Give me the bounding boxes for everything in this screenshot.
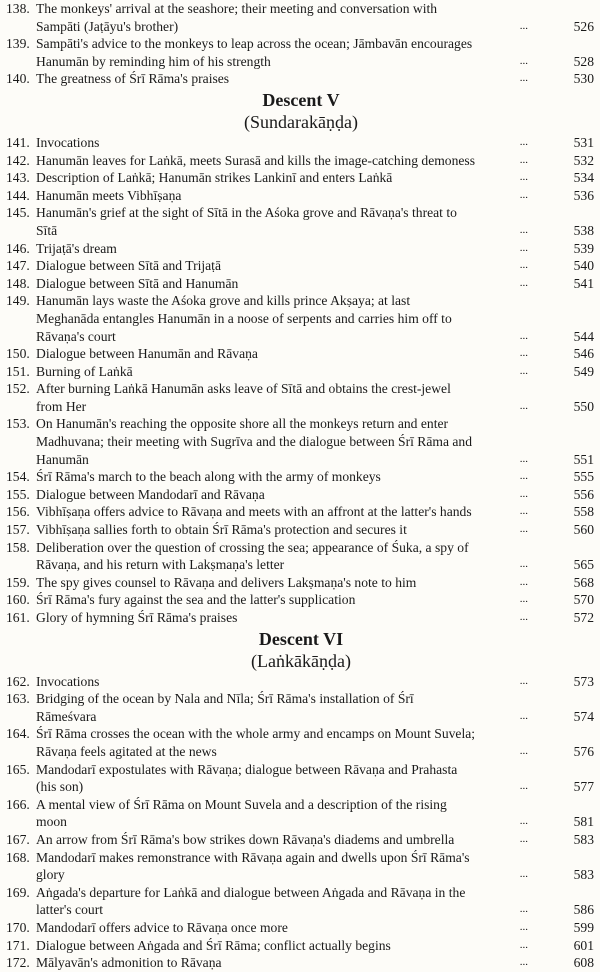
entry-leader-dots: ... (519, 19, 528, 32)
entry-page-number: 583 (573, 867, 594, 883)
entry-title: Dialogue between Hanumān and Rāvaṇa (36, 346, 258, 362)
entry-leader-dots: ... (519, 364, 528, 377)
entry-title: Burning of Laṅkā (36, 363, 133, 379)
entry-leader-dots: ... (519, 452, 528, 465)
entry-page-number: 546 (573, 346, 594, 362)
toc-entry (6, 849, 596, 884)
entry-number: 139. (6, 36, 30, 52)
entry-title: Vibhīṣaṇa sallies forth to obtain Śrī Rāma's protection and secures it (36, 522, 407, 538)
entry-leader-dots: ... (519, 276, 528, 289)
entry-number: 150. (6, 346, 30, 362)
entry-number: 144. (6, 187, 30, 203)
toc-entry (6, 134, 596, 152)
entry-page-number: 574 (573, 708, 594, 724)
entry-leader-dots: ... (519, 329, 528, 342)
entry-leader-dots: ... (519, 744, 528, 757)
entry-page-number: 599 (573, 919, 594, 935)
toc-entry (6, 521, 596, 539)
entry-page-number: 530 (573, 71, 594, 87)
entry-number: 167. (6, 831, 30, 847)
entry-number: 160. (6, 592, 30, 608)
entry-number: 143. (6, 170, 30, 186)
entry-title: On Hanumān's reaching the opposite shore all the monkeys return and enter Madhuvana; their meeting with Sugrīva and the dialogue between Śrī Rāma and Hanumān (36, 416, 473, 467)
toc-entry (6, 70, 596, 88)
entry-leader-dots: ... (519, 135, 528, 148)
entry-page-number: 549 (573, 363, 594, 379)
entry-page-number: 538 (573, 222, 594, 238)
toc-entry (6, 761, 596, 796)
entry-page-number: 560 (573, 522, 594, 538)
toc-entry (6, 690, 596, 725)
entry-number: 146. (6, 240, 30, 256)
entry-title: Mandodarī expostulates with Rāvaṇa; dialogue between Rāvaṇa and Prahasta (his son) (36, 761, 458, 795)
entry-number: 138. (6, 1, 30, 16)
entry-leader-dots: ... (519, 399, 528, 412)
entry-title: Glory of hymning Śrī Rāma's praises (36, 610, 238, 625)
toc-entry (6, 796, 596, 831)
entry-leader-dots: ... (519, 558, 528, 571)
toc-entry (6, 673, 596, 691)
entry-page-number: 577 (573, 779, 594, 795)
descent-v-heading: Descent V (262, 89, 340, 110)
entry-leader-dots: ... (519, 868, 528, 881)
entry-title: An arrow from Śrī Rāma's bow strikes down Rāvaṇa's diadems and umbrella (36, 831, 455, 847)
entry-page-number: 539 (573, 240, 594, 256)
toc-entry (6, 831, 596, 849)
entry-title: A mental view of Śrī Rāma on Mount Suvela and a description of the rising moon (36, 796, 447, 830)
entry-title: Vibhīṣaṇa offers advice to Rāvaṇa and meets with an affront at the latter's hands (36, 504, 472, 520)
toc-entry (6, 884, 596, 919)
entry-leader-dots: ... (519, 780, 528, 793)
entry-leader-dots: ... (519, 72, 528, 85)
entry-leader-dots: ... (519, 347, 528, 360)
entry-leader-dots: ... (519, 575, 528, 588)
toc-entry (6, 275, 596, 293)
entry-title: Hanumān's grief at the sight of Sītā in the Aśoka grove and Rāvaṇa's threat to Sītā (36, 205, 457, 238)
toc-entry (6, 240, 596, 258)
entry-title: Trijaṭā's dream (36, 240, 117, 256)
entry-number: 153. (6, 416, 30, 432)
entry-title: Description of Laṅkā; Hanumān strikes Lankinī and enters Laṅkā (36, 170, 393, 186)
entry-leader-dots: ... (519, 171, 528, 184)
entry-number: 166. (6, 796, 30, 812)
entry-leader-dots: ... (519, 241, 528, 254)
entry-page-number: 540 (573, 258, 594, 274)
entry-title: Hanumān lays waste the Aśoka grove and kills prince Akṣaya; at last Meghanāda entangles Hanumān in a noose of serpents and carries him off to Rāvaṇa's court (36, 293, 452, 344)
entry-number: 149. (6, 293, 30, 309)
entry-page-number: 532 (573, 152, 594, 168)
entry-number: 151. (6, 363, 30, 379)
entry-page-number: 531 (573, 134, 594, 150)
entry-number: 140. (6, 71, 30, 87)
entry-title: Aṅgada's departure for Laṅkā and dialogue between Aṅgada and Rāvaṇa in the latter's court (36, 884, 466, 918)
toc-entry (6, 468, 596, 486)
entry-page-number: 544 (573, 328, 594, 344)
entry-number: 158. (6, 539, 30, 555)
entry-leader-dots: ... (519, 903, 528, 916)
entry-leader-dots: ... (519, 674, 528, 687)
lankakanda-subheading: (Laṅkākāṇḍa) (251, 650, 351, 671)
entries-top (6, 0, 596, 88)
entry-title: The greatness of Śrī Rāma's praises (36, 71, 230, 87)
toc-entry (6, 725, 596, 760)
entry-title: Śrī Rāma's fury against the sea and the latter's supplication (36, 592, 356, 608)
entry-page-number: 583 (573, 831, 594, 847)
sundarakanda-subheading: (Sundarakāṇḍa) (244, 111, 358, 132)
entries-bot (6, 673, 596, 972)
entry-number: 152. (6, 381, 30, 397)
entry-page-number: 526 (573, 18, 594, 34)
entry-title: Dialogue between Sītā and Trijaṭā (36, 258, 221, 274)
toc-entry (6, 415, 596, 468)
toc-entry (6, 0, 596, 35)
entry-title: Deliberation over the question of crossing the sea; appearance of Śuka, a spy of Rāvaṇa, and his return with Lakṣmaṇa's letter (36, 539, 469, 573)
entry-title: Bridging of the ocean by Nala and Nīla; Śrī Rāma's installation of Śrī Rāmeśvara (36, 691, 414, 724)
entry-leader-dots: ... (519, 523, 528, 536)
entry-number: 157. (6, 522, 30, 538)
entry-number: 162. (6, 673, 30, 689)
toc-entry (6, 363, 596, 381)
entry-page-number: 568 (573, 574, 594, 590)
entry-title: Mandodarī offers advice to Rāvaṇa once more (36, 919, 288, 935)
entry-leader-dots: ... (519, 188, 528, 201)
entry-number: 156. (6, 504, 30, 520)
entry-number: 161. (6, 610, 30, 625)
entry-title: The monkeys' arrival at the seashore; their meeting and conversation with Sampāti (Jaṭāyu's brother) (36, 1, 438, 34)
entry-page-number: 586 (573, 902, 594, 918)
toc-entry (6, 152, 596, 170)
entry-page-number: 528 (573, 53, 594, 69)
entry-leader-dots: ... (519, 487, 528, 500)
entry-number: 165. (6, 761, 30, 777)
entry-leader-dots: ... (519, 709, 528, 722)
entry-page-number: 536 (573, 187, 594, 203)
entry-title: Mālyavān's admonition to Rāvaṇa (36, 955, 222, 971)
entry-leader-dots: ... (519, 593, 528, 606)
entry-number: 142. (6, 152, 30, 168)
entry-title: Mandodarī makes remonstrance with Rāvaṇa again and dwells upon Śrī Rāma's glory (36, 849, 470, 883)
entry-number: 141. (6, 134, 30, 150)
entry-page-number: 534 (573, 170, 594, 186)
entry-leader-dots: ... (519, 956, 528, 969)
entry-title: The spy gives counsel to Rāvaṇa and delivers Lakṣmaṇa's note to him (36, 574, 417, 590)
entry-number: 145. (6, 205, 30, 221)
toc-entry (6, 503, 596, 521)
entry-page-number: 541 (573, 275, 594, 291)
toc-entry (6, 919, 596, 937)
toc-entry (6, 937, 596, 955)
toc-entry (6, 609, 596, 627)
entry-title: After burning Laṅkā Hanumān asks leave of Sītā and obtains the crest-jewel from Her (36, 381, 451, 414)
entry-title: Invocations (36, 134, 100, 150)
entry-leader-dots: ... (519, 611, 528, 623)
entry-leader-dots: ... (519, 223, 528, 236)
toc-entry (6, 187, 596, 205)
entry-title: Dialogue between Mandodarī and Rāvaṇa (36, 486, 265, 502)
toc-entry (6, 591, 596, 609)
toc-entry (6, 345, 596, 363)
toc-entry (6, 35, 596, 70)
entry-number: 172. (6, 955, 30, 971)
toc-entry (6, 292, 596, 345)
entry-page-number: 570 (573, 592, 594, 608)
entry-leader-dots: ... (519, 259, 528, 272)
entry-number: 159. (6, 574, 30, 590)
entry-page-number: 551 (573, 451, 594, 467)
entry-title: Hanumān leaves for Laṅkā, meets Surasā and kills the image-catching demoness (36, 152, 476, 168)
entry-number: 155. (6, 486, 30, 502)
entry-title: Śrī Rāma crosses the ocean with the whole army and encamps on Mount Suvela; Rāvaṇa feels agitated at the news (36, 726, 476, 759)
entry-title: Dialogue between Aṅgada and Śrī Rāma; conflict actually begins (36, 937, 391, 953)
entry-title: Dialogue between Sītā and Hanumān (36, 275, 239, 291)
entry-title: Sampāti's advice to the monkeys to leap across the ocean; Jāmbavān encourages Hanumān by reminding him of his strength (36, 36, 473, 69)
toc-entry (6, 380, 596, 415)
entry-page-number: 555 (573, 469, 594, 485)
entry-number: 169. (6, 884, 30, 900)
entry-leader-dots: ... (519, 815, 528, 828)
entry-number: 164. (6, 726, 30, 742)
toc-entry (6, 169, 596, 187)
entry-page-number: 565 (573, 557, 594, 573)
entry-page-number: 550 (573, 398, 594, 414)
entry-title: Hanumān meets Vibhīṣaṇa (36, 187, 182, 203)
entry-number: 163. (6, 691, 30, 707)
entry-number: 168. (6, 849, 30, 865)
entry-page-number: 608 (573, 955, 594, 971)
entry-page-number: 601 (573, 937, 594, 953)
entry-number: 171. (6, 937, 30, 953)
entry-number: 154. (6, 469, 30, 485)
entry-number: 148. (6, 275, 30, 291)
toc-entry (6, 574, 596, 592)
entry-page-number: 556 (573, 486, 594, 502)
entry-number: 147. (6, 258, 30, 274)
entry-number: 170. (6, 919, 30, 935)
entry-leader-dots: ... (519, 505, 528, 518)
entry-title: Śrī Rāma's march to the beach along with the army of monkeys (36, 469, 381, 485)
entry-page-number: 581 (573, 814, 594, 830)
entry-title: Invocations (36, 673, 100, 689)
entry-leader-dots: ... (519, 470, 528, 483)
entry-leader-dots: ... (519, 153, 528, 166)
entry-leader-dots: ... (519, 920, 528, 933)
entry-leader-dots: ... (519, 832, 528, 845)
entry-leader-dots: ... (519, 54, 528, 67)
entry-page-number: 573 (573, 673, 594, 689)
entry-page-number: 572 (573, 610, 594, 625)
toc-entry (6, 257, 596, 275)
toc-entry (6, 204, 596, 239)
entry-page-number: 558 (573, 504, 594, 520)
descent-vi-heading: Descent VI (258, 628, 344, 649)
entry-leader-dots: ... (519, 938, 528, 951)
toc-entry (6, 486, 596, 504)
entry-page-number: 576 (573, 743, 594, 759)
entries-mid (6, 134, 596, 627)
toc-entry (6, 539, 596, 574)
